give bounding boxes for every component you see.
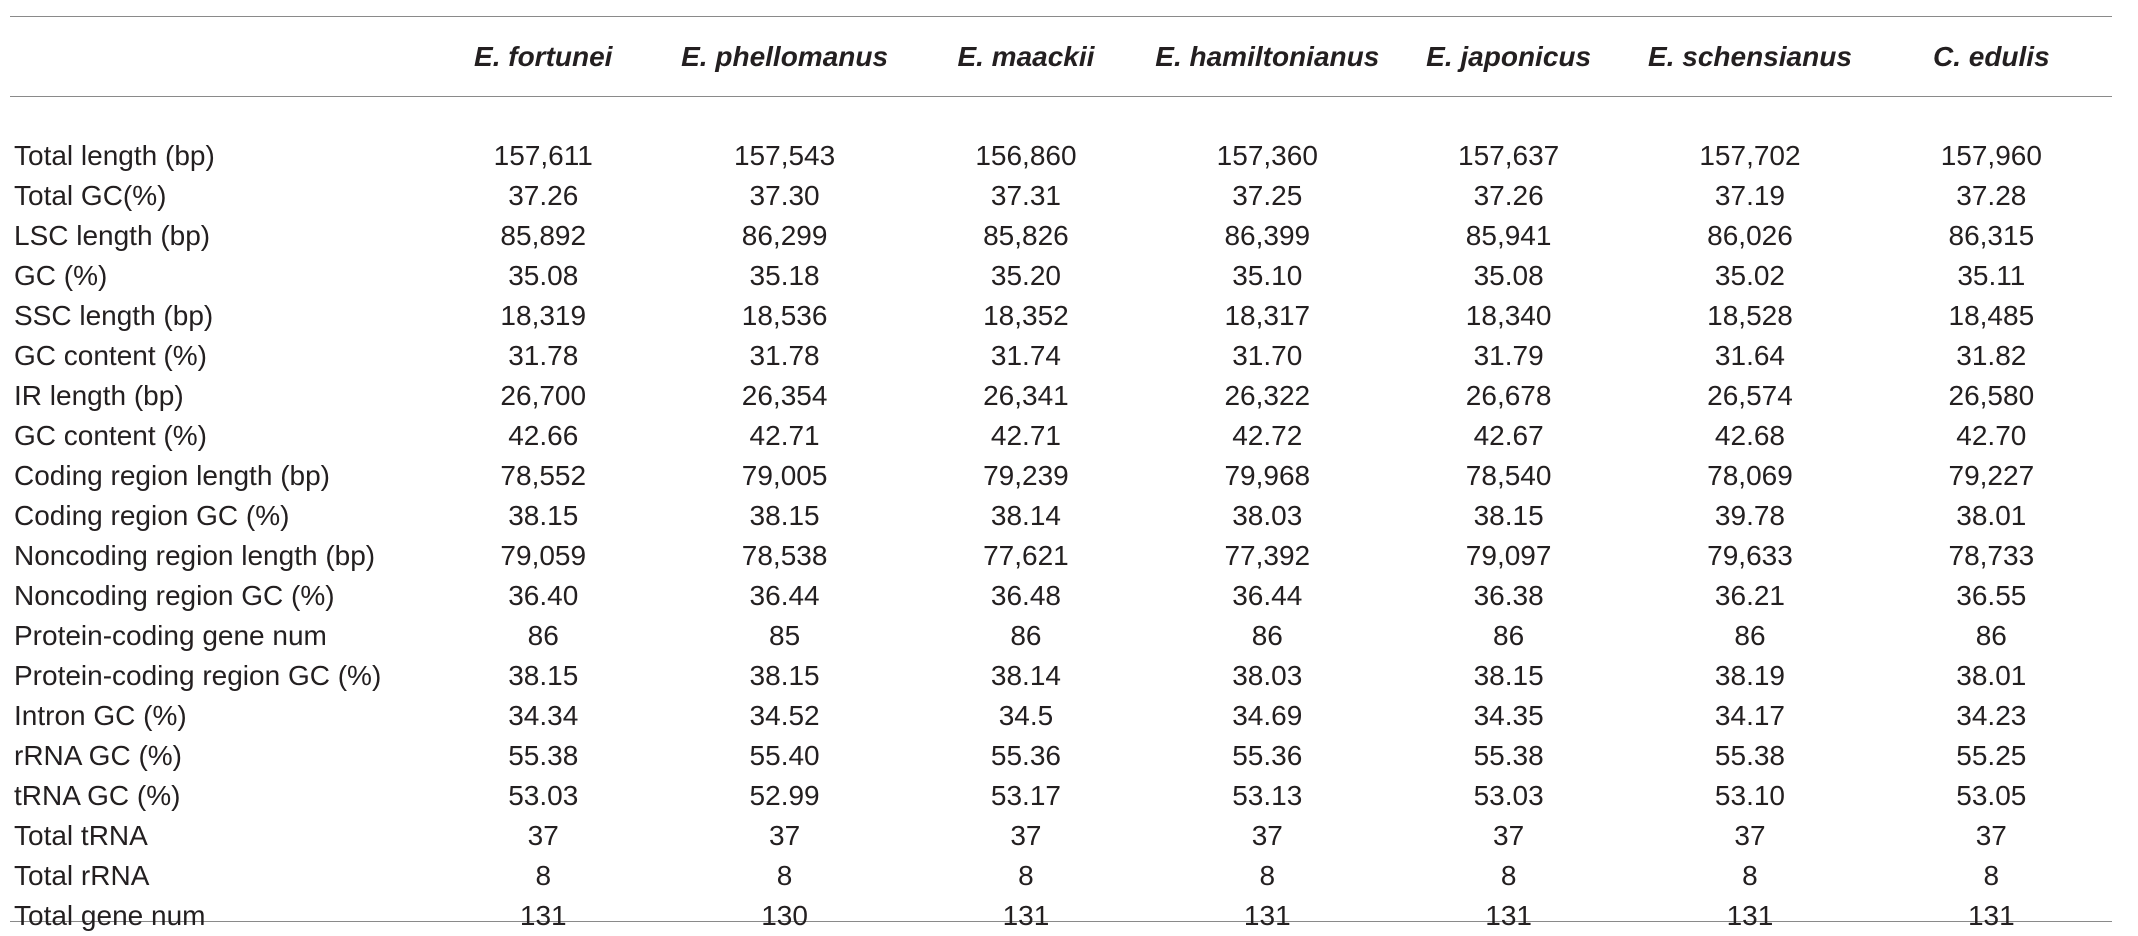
table-row	[10, 216, 2112, 256]
table-cell: 8	[1018, 860, 1034, 891]
table-cell: 79,239	[983, 460, 1069, 491]
table-cell: 55.38	[508, 740, 579, 771]
table-cell: 53.10	[1714, 780, 1785, 811]
table-cell: 85	[769, 620, 801, 651]
table-cell: 36.40	[508, 580, 579, 611]
table-cell: 37	[1251, 820, 1283, 851]
header-row	[10, 16, 2112, 97]
table-cell: 86,299	[741, 220, 828, 251]
table-cell: 37.31	[990, 180, 1061, 211]
table-cell: 55.38	[1473, 740, 1544, 771]
table-cell: 35.10	[1232, 260, 1303, 291]
table-row	[10, 816, 2112, 856]
row-label: Coding region GC (%)	[14, 500, 290, 531]
table-cell: 8	[776, 860, 793, 891]
table-cell: 36.48	[990, 580, 1061, 611]
table-cell: 34.5	[998, 700, 1054, 731]
table-cell: 38.14	[990, 660, 1061, 691]
table-row	[10, 856, 2112, 896]
table-cell: 156,860	[975, 140, 1077, 171]
table-row	[10, 136, 2112, 176]
table-cell: 35.08	[1473, 260, 1544, 291]
table-cell: 34.69	[1232, 700, 1303, 731]
table-row	[10, 576, 2112, 616]
table-cell: 38.15	[1473, 660, 1544, 691]
table-row	[10, 896, 2112, 936]
table-cell: 26,700	[500, 380, 587, 411]
table-cell: 38.03	[1232, 660, 1303, 691]
table-cell: 79,633	[1707, 540, 1793, 571]
table-cell: 79,005	[741, 460, 828, 491]
table-cell: 36.21	[1714, 580, 1785, 611]
column-header: E. fortunei	[474, 40, 613, 72]
column-header: E. japonicus	[1426, 40, 1592, 72]
row-label: Coding region length (bp)	[14, 460, 330, 491]
table-cell: 86,315	[1948, 220, 2035, 251]
table-cell: 26,354	[741, 380, 828, 411]
table-cell: 37.30	[749, 180, 820, 211]
table-cell: 37	[1010, 820, 1042, 851]
table-cell: 55.25	[1956, 740, 2027, 771]
table-cell: 18,528	[1707, 300, 1793, 331]
table-row	[10, 736, 2112, 776]
table-cell: 18,485	[1948, 300, 2035, 331]
table-cell: 131	[1243, 900, 1291, 931]
table-cell: 85,826	[983, 220, 1069, 251]
table-cell: 52.99	[749, 780, 820, 811]
table-cell: 35.20	[990, 260, 1061, 291]
table-cell: 18,340	[1465, 300, 1552, 331]
table-cell: 85,892	[500, 220, 587, 251]
row-label: GC content (%)	[14, 340, 207, 371]
table-cell: 37.19	[1714, 180, 1785, 211]
table-cell: 86	[1734, 620, 1766, 651]
table-cell: 34.35	[1473, 700, 1544, 731]
table-cell: 157,960	[1940, 140, 2042, 171]
table-cell: 8	[1259, 860, 1276, 891]
table-cell: 55.36	[1232, 740, 1303, 771]
table-cell: 86	[1010, 620, 1042, 651]
table-cell: 86	[1493, 620, 1525, 651]
table-cell: 77,621	[983, 540, 1069, 571]
table-cell: 36.44	[749, 580, 820, 611]
table-cell: 79,968	[1224, 460, 1311, 491]
table-row	[10, 296, 2112, 336]
table-cell: 39.78	[1714, 500, 1785, 531]
table-row	[10, 336, 2112, 376]
table-cell: 42.72	[1232, 420, 1303, 451]
table-cell: 8	[1742, 860, 1758, 891]
table-cell: 31.78	[508, 340, 579, 371]
table-cell: 77,392	[1224, 540, 1311, 571]
table-cell: 86	[1975, 620, 2007, 651]
row-label: LSC length (bp)	[14, 220, 211, 251]
column-header: E. hamiltonianus	[1155, 40, 1380, 72]
table-cell: 157,611	[493, 140, 593, 171]
table-cell: 42.68	[1714, 420, 1785, 451]
table-cell: 42.70	[1956, 420, 2027, 451]
table-cell: 130	[761, 900, 808, 931]
table-cell: 38.01	[1956, 500, 2027, 531]
table-cell: 78,069	[1707, 460, 1793, 491]
table-cell: 131	[1726, 900, 1774, 931]
table-row	[10, 176, 2112, 216]
row-label: Total tRNA	[14, 820, 148, 851]
table-cell: 42.71	[990, 420, 1061, 451]
table-cell: 37	[769, 820, 801, 851]
table-cell: 18,319	[500, 300, 587, 331]
table-cell: 37.26	[1473, 180, 1544, 211]
table-cell: 157,360	[1216, 140, 1318, 171]
header-corner-cell	[10, 16, 423, 97]
row-label: Total GC(%)	[14, 180, 167, 211]
column-header: E. schensianus	[1648, 40, 1852, 72]
table-cell: 37.28	[1956, 180, 2027, 211]
table-row	[10, 256, 2112, 296]
row-label: SSC length (bp)	[14, 300, 214, 331]
table-cell: 53.13	[1232, 780, 1303, 811]
row-label: GC (%)	[14, 260, 108, 291]
table-cell: 31.74	[990, 340, 1061, 371]
table-row	[10, 456, 2112, 496]
table-cell: 8	[1500, 860, 1517, 891]
table-cell: 31.70	[1232, 340, 1303, 371]
table-cell: 38.03	[1232, 500, 1303, 531]
table-cell: 34.23	[1956, 700, 2027, 731]
table-cell: 31.82	[1956, 340, 2027, 371]
table-cell: 37	[1975, 820, 2007, 851]
table-cell: 38.15	[749, 660, 820, 691]
table-cell: 131	[1485, 900, 1532, 931]
header-spacer-row	[10, 97, 2112, 136]
table-cell: 31.64	[1714, 340, 1785, 371]
row-label: Intron GC (%)	[14, 700, 187, 731]
table-cell: 18,536	[741, 300, 828, 331]
table-cell: 35.18	[749, 260, 820, 291]
table-cell: 157,637	[1458, 140, 1560, 171]
table-cell: 38.15	[508, 660, 579, 691]
column-header: C. edulis	[1932, 40, 2050, 72]
table-cell: 38.15	[508, 500, 579, 531]
table-cell: 38.15	[1473, 500, 1544, 531]
table-cell: 38.15	[749, 500, 820, 531]
table-cell: 37.25	[1232, 180, 1303, 211]
table-row	[10, 376, 2112, 416]
table-cell: 78,733	[1948, 540, 2035, 571]
table-cell: 18,352	[983, 300, 1069, 331]
table-cell: 35.02	[1714, 260, 1785, 291]
table-cell: 42.66	[508, 420, 579, 451]
table-cell: 18,317	[1224, 300, 1311, 331]
table-cell: 157,702	[1699, 140, 1801, 171]
table-cell: 37	[527, 820, 559, 851]
chloroplast-genome-table	[10, 16, 2112, 936]
row-label: Total length (bp)	[14, 140, 215, 171]
table-cell: 8	[535, 860, 552, 891]
row-label: IR length (bp)	[14, 380, 184, 411]
table-cell: 26,678	[1465, 380, 1552, 411]
table-cell: 78,552	[500, 460, 587, 491]
row-label: Noncoding region GC (%)	[14, 580, 335, 611]
table-cell: 34.17	[1714, 700, 1785, 731]
row-label: tRNA GC (%)	[14, 780, 181, 811]
table-cell: 26,574	[1707, 380, 1793, 411]
table-cell: 86,026	[1707, 220, 1793, 251]
table-cell: 31.78	[749, 340, 820, 371]
table-body	[10, 97, 2112, 936]
table-row	[10, 696, 2112, 736]
row-label: Noncoding region length (bp)	[14, 540, 376, 571]
table-cell: 26,341	[983, 380, 1069, 411]
table-cell: 38.19	[1714, 660, 1785, 691]
table-cell: 79,059	[500, 540, 587, 571]
table-row	[10, 416, 2112, 456]
table-cell: 53.03	[1473, 780, 1544, 811]
table-cell: 86	[527, 620, 559, 651]
table-row	[10, 616, 2112, 656]
table-cell: 42.71	[749, 420, 820, 451]
table-cell: 34.34	[508, 700, 579, 731]
table-cell: 35.08	[508, 260, 579, 291]
row-label: GC content (%)	[14, 420, 207, 451]
table-cell: 34.52	[749, 700, 820, 731]
table-cell: 78,538	[741, 540, 828, 571]
table-cell: 37	[1734, 820, 1766, 851]
row-label: Total rRNA	[14, 860, 150, 891]
table-cell: 131	[1002, 900, 1050, 931]
table-cell: 131	[519, 900, 567, 931]
row-label: Protein-coding region GC (%)	[14, 660, 382, 691]
table-cell: 38.01	[1956, 660, 2027, 691]
table-cell: 53.17	[990, 780, 1061, 811]
table-cell: 53.03	[508, 780, 579, 811]
table-cell: 78,540	[1465, 460, 1552, 491]
table-cell: 26,580	[1948, 380, 2035, 411]
table-row	[10, 776, 2112, 816]
table-cell: 86,399	[1224, 220, 1311, 251]
table-cell: 42.67	[1473, 420, 1544, 451]
table-cell: 85,941	[1465, 220, 1552, 251]
table-cell: 36.55	[1956, 580, 2027, 611]
table-cell: 35.11	[1957, 260, 2026, 291]
table-cell: 36.38	[1473, 580, 1544, 611]
row-label: rRNA GC (%)	[14, 740, 182, 771]
table-cell: 157,543	[733, 140, 836, 171]
table-cell: 38.14	[990, 500, 1061, 531]
column-header: E. phellomanus	[681, 40, 889, 72]
table-cell: 86	[1251, 620, 1283, 651]
table-cell: 79,097	[1465, 540, 1552, 571]
table-row	[10, 536, 2112, 576]
table-row	[10, 496, 2112, 536]
table-cell: 53.05	[1956, 780, 2027, 811]
column-header: E. maackii	[957, 40, 1095, 72]
table-cell: 37	[1493, 820, 1525, 851]
row-label: Total gene num	[14, 900, 206, 931]
table-cell: 55.36	[990, 740, 1061, 771]
table-cell: 55.38	[1714, 740, 1785, 771]
table-cell: 37.26	[508, 180, 579, 211]
row-label: Protein-coding gene num	[14, 620, 327, 651]
table-cell: 131	[1967, 900, 2015, 931]
table-cell: 8	[1983, 860, 2000, 891]
table-cell: 79,227	[1948, 460, 2035, 491]
table-cell: 55.40	[749, 740, 820, 771]
table-cell: 36.44	[1232, 580, 1303, 611]
table-cell: 26,322	[1224, 380, 1311, 411]
table-row	[10, 656, 2112, 696]
table-cell: 31.79	[1473, 340, 1544, 371]
